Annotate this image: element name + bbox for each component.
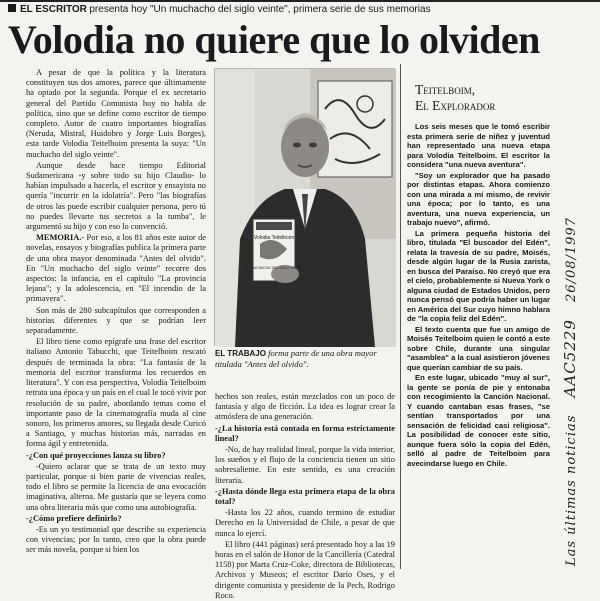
interview-question: -¿La historia está contada en forma estrictamente lineal? [215, 423, 395, 443]
section-lead: MEMORIA.- [36, 233, 85, 243]
photo-caption [215, 348, 395, 370]
article-paragraph: A pesar de que la política y la literatura constituyen sus dos amores, parece que últimamente ha optado por la segunda. Porque el ex secretario general del Partido Comunista hoy no habla de política, sino que se define como escritor de tiempo completo. Autor de cuatro importantes biografías (Neruda, Mistral, Huidobro y Jorge Luis Borges), esta tarde Volodia Teitelboim presenta la suya: "Un muchacho del siglo veinte". [26, 68, 206, 159]
book-cover-title: UN MUCHACHO DEL SIGLO VEINTE [245, 266, 303, 270]
article-paragraph: -Es un yo testimonial que describe su experiencia con vivencias; por lo tanto, creo que la obra puede ser más novela, porque si bien los [26, 524, 206, 555]
article-paragraph: -Quiero aclarar que se trata de un texto muy particular, porque si bien parte de vivencias reales, todo el libro se permite la licencia de una evocación imaginativa, alterna. Me gustaría que se leyera como una obra literaria más que como una autobiografía. [26, 461, 206, 512]
handwritten-code: AAC5229 [561, 319, 579, 398]
sidebar-paragraph: El texto cuenta que fue un amigo de Moisés Teitelboim quien le contó a este sobre Chile, durante una singular "asamblea" a la cual asistieron jóvenes que querían cambiar de su país. [407, 324, 550, 372]
article-paragraph: Son más de 280 subcapítulos que corresponden a historias diferentes y que se podrían leer separadamente. [26, 305, 206, 336]
article-paragraph: Aunque desde hace tiempo Editorial Sudamericana -y sobre todo su hijo Claudio- lo habían impulsado a hacerla, el escritor y ensayista no quería "incurrir en la idolatría". Pero "las biografías de otros las puede escribir cualquier persona, pero tú no puedes llevarte tus secretos a la tumba", le argumentó su hijo y con eso lo convenció. [26, 160, 206, 232]
kicker-line [8, 4, 458, 16]
sidebar-body [407, 122, 550, 468]
article-paragraph: -Hasta los 22 años, cuando termino de estudiar Derecho en la Universidad de Chile, a pesar de que nunca lo ejercí. [215, 508, 395, 538]
sidebar-paragraph: En este lugar, ubicado "muy al sur", la gente se ponía de pie y entonaba con recogimiento la Canción Nacional. Y cuando cantaban esas frases, "se sentían transportados por una sensación de felicidad casi religiosa". La posibilidad de conocer este sitio, aunque fuera sólo la copia del Edén, selló al padre de Teitelboim para avecindarse luego en Chile. [407, 373, 550, 468]
book-cover-author: Volodia Teitelboim [253, 235, 295, 241]
handwritten-date: 26/08/1997 [564, 217, 579, 302]
article-paragraph: El libro (441 páginas) será presentado hoy a las 19 horas en el salón de Honor de la Cancillería (Catedral 1158) por Marta Cruz-Coke, directora de Bibliotecas, Archivos y Museos; el escritor Darío Oses, y el dirigente comunista y presidente de la Pech, Rodrigo Roco. [215, 539, 395, 600]
headline: Volodia no quiere que lo olviden [8, 17, 540, 62]
sidebar-title-line-1: Teitelboim, [415, 82, 476, 97]
caption-text: forma parte de una obra mayor titulada "Antes del olvido". [215, 348, 377, 370]
author-portrait-illustration [215, 69, 396, 347]
article-paragraph: -No, de hay realidad lineal, porque la vida interior, los sueños y el flujo de la conciencia tienen un sitio sobresaliente. En este sentido, es una creación literaria. [215, 445, 395, 485]
sidebar-title-line-2: El Explorador [415, 98, 496, 113]
square-bullet-icon [8, 4, 16, 12]
sidebar-box [400, 64, 550, 569]
handwritten-source: Las últimas noticias [564, 414, 579, 566]
caption-lead: EL TRABAJO [215, 349, 266, 358]
article-column-1 [26, 68, 206, 568]
article-column-3 [215, 392, 395, 600]
author-photo [214, 68, 395, 346]
interview-question: -¿Hasta dónde llega esta primera etapa de la obra total? [215, 486, 395, 507]
sidebar-paragraph: La primera pequeña historia del libro, titulada "El buscador del Edén", relata la travesía de su padre, Moisés, desde algún lugar de la Rusia zarista, en busca del Paraíso. No creyó que era el cielo, probablemente si Nueva York o alguna ciudad de Estados Unidos, pero nunca pensó que podría haber un lugar en América del Sur cuyo himno hablara de "la copia feliz del Edén". [407, 228, 550, 323]
interview-question: -¿Con qué proyecciones lanza su libro? [26, 450, 166, 460]
article-paragraph: El libro tiene como epígrafe una frase del escritor italiano Antonio Tabucchi, que Teitelboim rescató después de terminada la obra: "La fantasía de la memoria del escritor transforma los recuerdos en literatura". Y con esa perspectiva, Volodia Teitelboim retrata una época y un país en el cual le tocó vivir por resolución de su padre, abordando temas como el importante paso de la cinematografía muda al cine sonoro, los primeros amores, su llegada desde Curicó a Santiago, y muchas historias más, narradas en forma ágil y entretenida. [26, 337, 206, 449]
interview-question: -¿Cómo prefiere definirlo? [26, 513, 122, 523]
top-rule [0, 0, 600, 2]
kicker-text: presenta hoy "Un muchacho del siglo veinte", primera serie de sus memorias [89, 4, 431, 15]
sidebar-paragraph: "Soy un explorador que ha pasado por distintas etapas. Ahora comienzo con una mirada a mí mismo, de revivir una época; por lo tanto, es una aventura, una nueva experiencia, un trabajo nuevo", afirmó. [407, 170, 550, 227]
article-paragraph: hechos son reales, están mezclados con un poco de fantasía y algo de ficción. La idea es lograr crear la atmósfera de una generación. [215, 392, 395, 422]
sidebar-title [415, 82, 550, 114]
article-paragraph [26, 233, 206, 304]
paragraph-text: Por eso, a los 81 años este autor de novelas, ensayos y biografías publica la primera parte de una obra mayor denominada "Antes del olvido". En "Un muchacho del siglo veinte" recorre dos aspectos: la infancia, en el capítulo "La provincia lejana"; y la adolescencia, en "El incendio de la primavera". [26, 233, 206, 304]
sidebar-paragraph: Los seis meses que le tomó escribir esta primera serie de niñez y juventud han representado una nueva etapa para Volodia Teitelboim. El escritor la considera "una nueva aventura". [407, 122, 550, 169]
kicker-brand: EL ESCRITOR [20, 4, 87, 15]
